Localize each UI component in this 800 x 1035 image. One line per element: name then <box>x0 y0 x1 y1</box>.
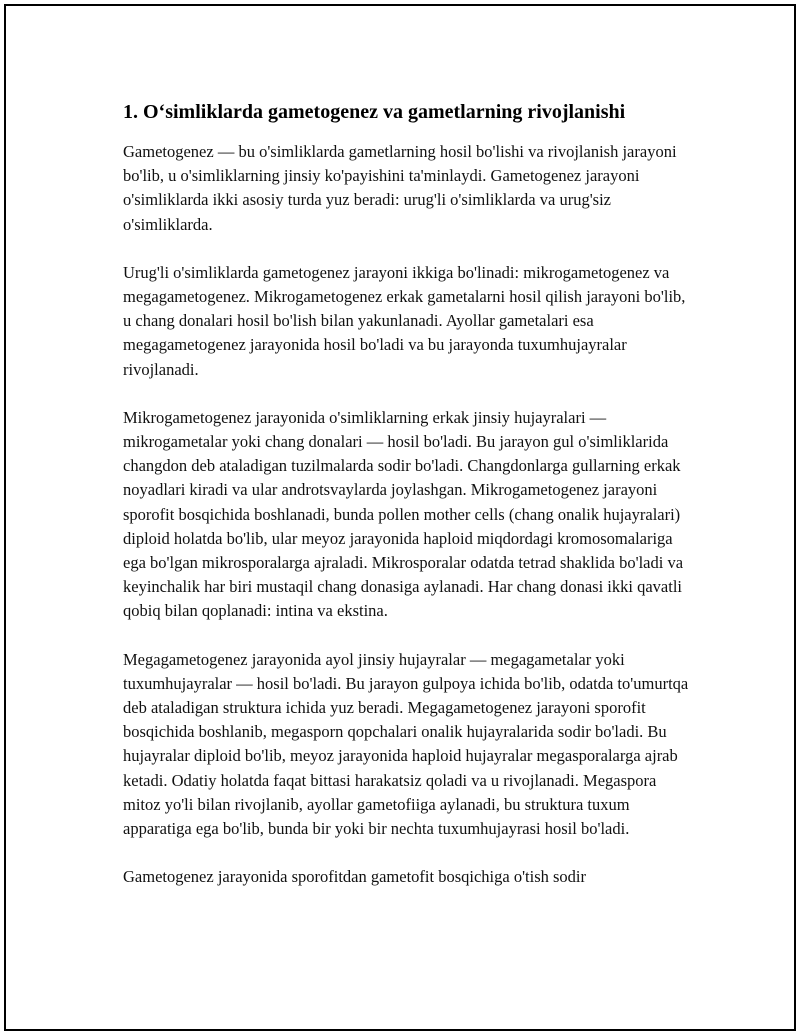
paragraph-megagametogenesis: Megagametogenez jarayonida ayol jinsiy hujayralar — megagametalar yoki tuxumhujayralar — hosil bo'ladi. Bu jarayon gulpoya ichida bo'lib, odatda to'umurtqa deb ataladigan struktura ichida yuz beradi. Megagametogenez jarayoni sporofit bosqichida boshlanib, megasporn qopchalari onalik hujayralarida sodir bo'ladi. Bu hujayralar diploid bo'lib, meyoz jarayonida haploid hujayralar megasporalarga ajrab ketadi. Odatiy holatda faqat bittasi harakatsiz qoladi va u rivojlanadi. Megaspora mitoz yo'li bilan rivojlanib, ayollar gametofiiga aylanadi, bu struktura tuxum apparatiga ega bo'lib, bunda bir yoki bir nechta tuxumhujayrasi hosil bo'ladi. <box>123 649 689 839</box>
paragraph-seed-plants: Urug'li o'simliklarda gametogenez jarayoni ikkiga bo'linadi: mikrogametogenez va megagametogenez. Mikrogametogenez erkak gametalarni hosil qilish jarayoni bo'lib, u chang donalari hosil bo'lish bilan yakunlanadi. Ayollar gametalari esa megagametogenez jarayonida hosil bo'ladi va bu jarayonda tuxumhujayralar rivojlanadi. <box>123 262 686 379</box>
paragraph-microgametogenesis: Mikrogametogenez jarayonida o'simliklarning erkak jinsiy hujayralari — mikrogametalar yoki chang donalari — hosil bo'ladi. Bu jarayon gul o'simliklarida changdon deb ataladigan tuzilmalarda sodir bo'ladi. Changdonlarga gullarning erkak noyadlari kiradi va ular androtsvaylarda joylashgan. Mikrogametogenez jarayoni sporofit bosqichida boshlanadi, bunda pollen mother cells (chang onalik hujayralari) diploid holatda bo'lib, ular meyoz jarayonida haploid miqdordagi kromosomalariga ega bo'lgan mikrosporalarga ajraladi. Mikrosporalar odatda tetrad shaklida bo'ladi va keyinchalik har biri mustaqil chang donasiga aylanadi. Har chang donasi ikki qavatli qobiq bilan qoplanadi: intina va ekstina. <box>123 407 684 621</box>
document-body <box>123 98 695 913</box>
paragraph-intro: Gametogenez — bu o'simliklarda gametlarning hosil bo'lishi va rivojlanish jarayoni bo'lib, u o'simliklarning jinsiy ko'payishini ta'minlaydi. Gametogenez jarayoni o'simliklarda ikki asosiy turda yuz beradi: urug'li o'simliklarda va urug'siz o'simliklarda. <box>123 142 677 234</box>
section-heading: 1. O‘simliklarda gametogenez va gametlarning rivojlanishi <box>123 101 626 123</box>
paragraph-transition: Gametogenez jarayonida sporofitdan gametofit bosqichiga o'tish sodir <box>123 867 587 887</box>
page-frame <box>4 4 796 1031</box>
